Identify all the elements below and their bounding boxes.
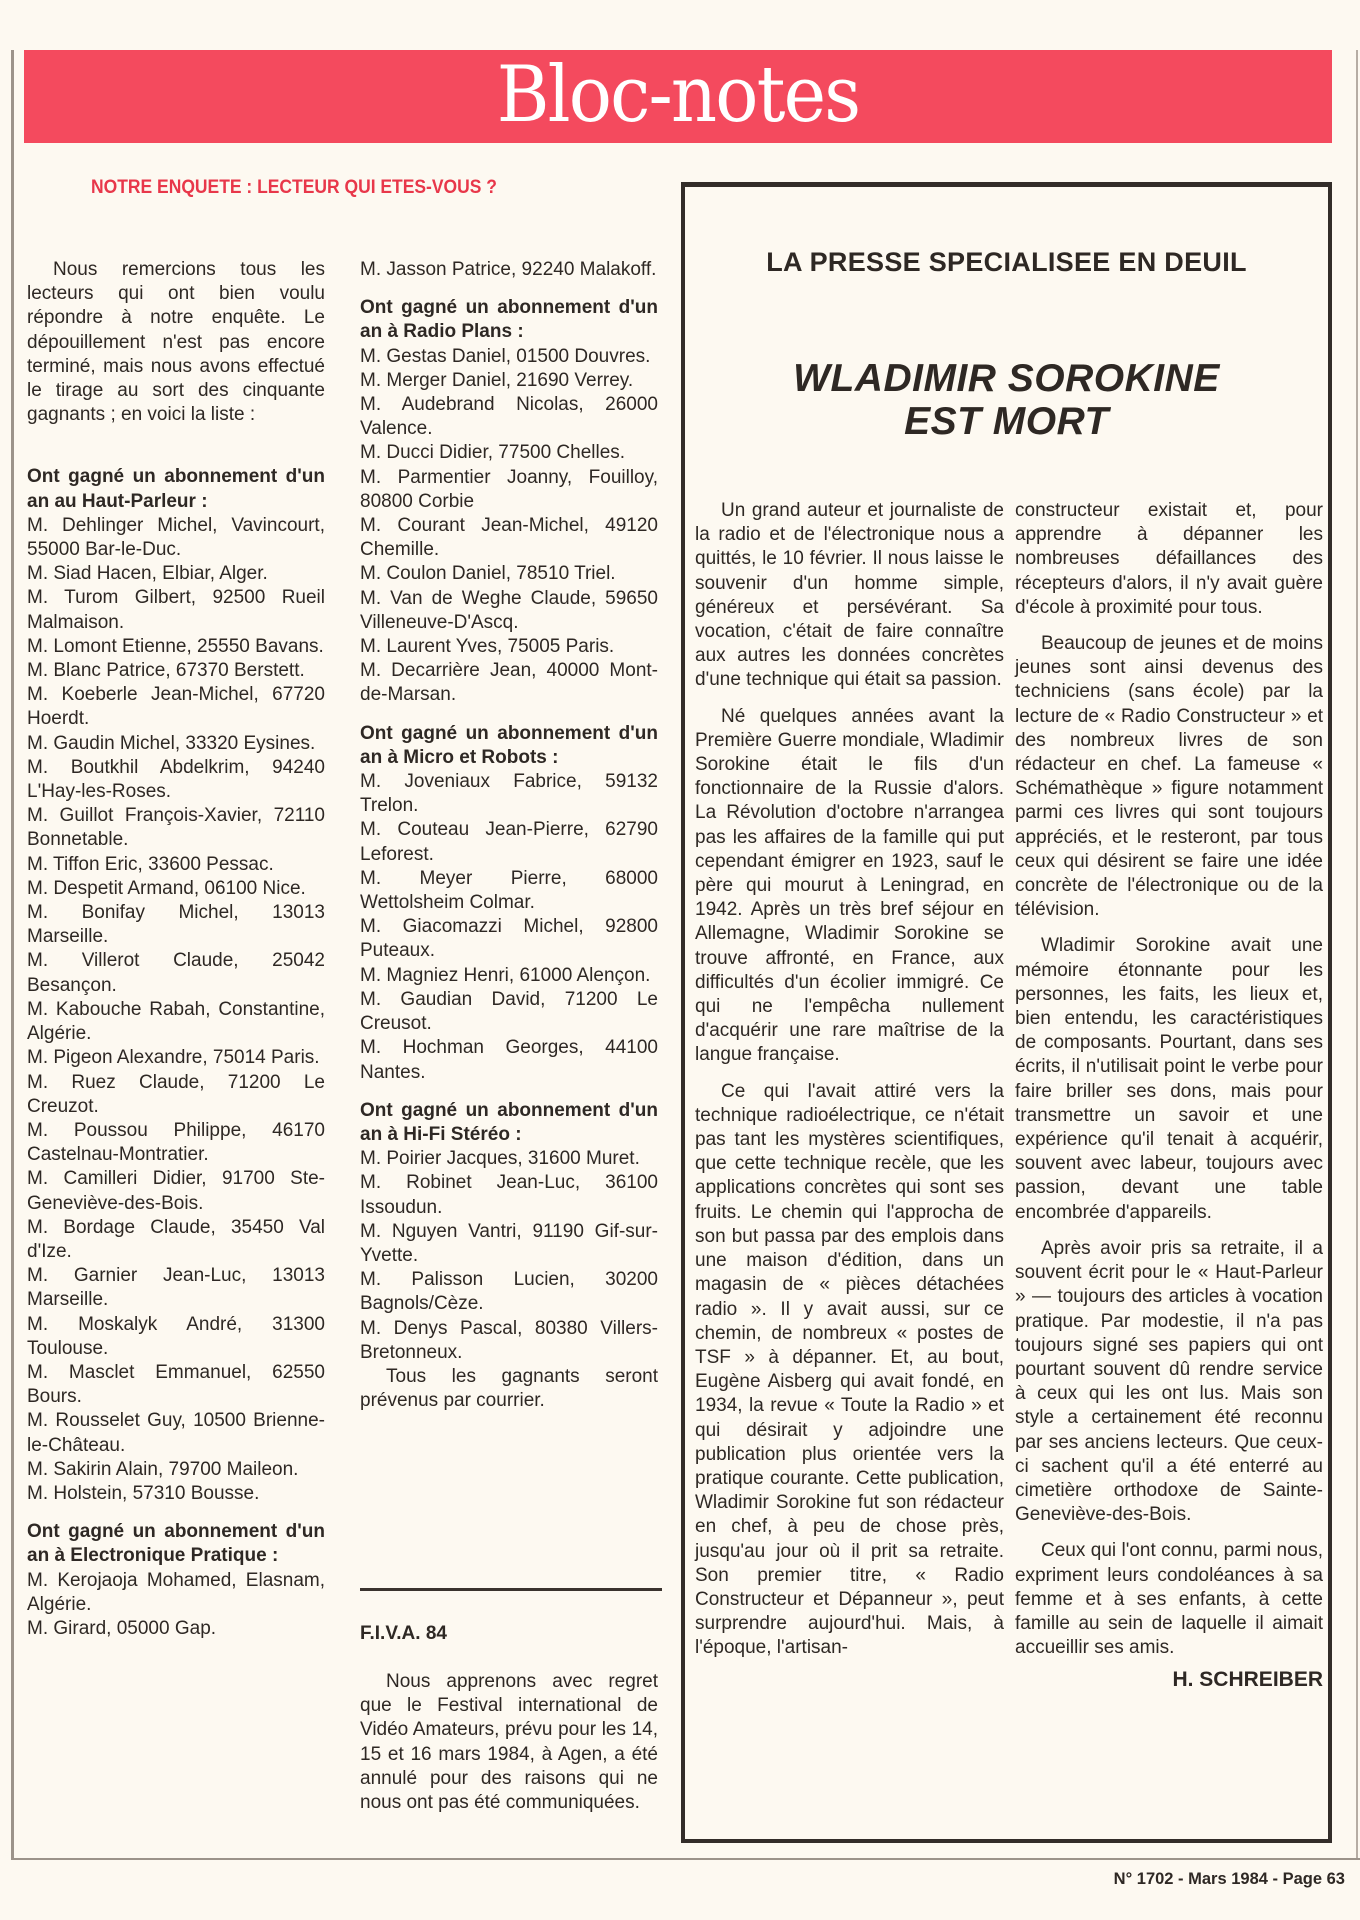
- winner-entry: M. Gestas Daniel, 01500 Douvres.: [360, 345, 651, 367]
- winner-entry: M. Robinet Jean-Luc, 36100 Issoudun.: [360, 1172, 658, 1218]
- winner-entry: M. Coulon Daniel, 78510 Triel.: [360, 563, 616, 585]
- obituary-headline: [685, 357, 1328, 443]
- winner-entry: M. Courant Jean-Michel, 49120 Chemille.: [360, 515, 658, 561]
- winner-entry: M. Poirier Jacques, 31600 Muret.: [360, 1148, 640, 1170]
- winner-entry: M. Magniez Henri, 61000 Alençon.: [360, 964, 651, 986]
- survey-heading: NOTRE ENQUETE : LECTEUR QUI ETES-VOUS ?: [91, 177, 497, 198]
- group-title-micro-robots: Ont gagné un abonnement d'un an à Micro et Robots :: [360, 722, 658, 768]
- winner-entry: M. Guillot François-Xavier, 72110 Bonnetable.: [27, 805, 325, 851]
- winner-entry: M. Nguyen Vantri, 91190 Gif-sur-Yvette.: [360, 1220, 658, 1266]
- obituary-headline-line-2: EST MORT: [904, 400, 1109, 443]
- author-signature: H. SCHREIBER: [1172, 1668, 1323, 1692]
- winner-entry: M. Tiffon Eric, 33600 Pessac.: [27, 853, 274, 875]
- survey-intro: Nous remercions tous les lecteurs qui ont bien voulu répondre à notre enquête. Le dépouillement n'est pas encore terminé, mais nous avons effectué le tirage au sort des cinquante gagnants ; en voici la liste :: [27, 259, 325, 426]
- winner-entry: M. Despetit Armand, 06100 Nice.: [27, 877, 306, 899]
- obituary-headline-line-1: WLADIMIR SOROKINE: [793, 357, 1220, 400]
- obituary-column-2: [1015, 499, 1323, 1693]
- winner-entry: M. Kerojaoja Mohamed, Elasnam, Algérie.: [27, 1569, 325, 1615]
- page-title: Bloc-notes: [496, 49, 860, 140]
- obituary-paragraph: Ce qui l'avait attiré vers la technique radioélectrique, ce n'était pas tant les mystères scientifiques, que cette technique recèle, que les applications concrètes qui sont ses fruits. Le chemin qui l'approcha de son but passa par des emplois dans une maison d'édition, dans un magasin de « pièces détachées radio ». Il y avait aussi, sur ce chemin, de nombreux « postes de TSF » à dépanner. Et, au bout, Eugène Aisberg qui avait fondé, en 1934, la revue « Toute la Radio » et qui désirait y adjoindre une publication plus orientée vers la pratique courante. Cette publication, Wladimir Sorokine fut son rédacteur en chef, à peu de chose près, jusqu'au jour où il prit sa retraite. Son premier titre, « Radio Constructeur et Dépanneur », peut surprendre aujourd'hui. Mais, à l'époque, l'artisan-: [695, 1080, 1004, 1659]
- obituary-paragraph: Après avoir pris sa retraite, il a souvent écrit pour le « Haut-Parleur » — toujours des articles à vocation pratique. Par modestie, il n'a pas toujours signé ses papiers qui ont pourtant souvent dû rendre service à ceux qui les ont lus. Mais son style a certainement été reconnu par ses anciens lecteurs. Que ceux-ci sachent qu'il a été enterré au cimetière orthodoxe de Sainte-Geneviève-des-Bois.: [1015, 1237, 1323, 1526]
- section-banner: [24, 50, 1332, 143]
- section-divider: [360, 1588, 662, 1591]
- fiva-heading: F.I.V.A. 84: [360, 1623, 447, 1644]
- winner-entry: M. Koeberle Jean-Michel, 67720 Hoerdt.: [27, 684, 325, 730]
- winner-entry: M. Sakirin Alain, 79700 Maileon.: [27, 1458, 299, 1480]
- winner-entry: M. Audebrand Nicolas, 26000 Valence.: [360, 394, 658, 440]
- winner-entry: M. Kabouche Rabah, Constantine, Algérie.: [27, 998, 325, 1045]
- winner-entry: M. Merger Daniel, 21690 Verrey.: [360, 369, 634, 391]
- winner-entry: M. Bordage Claude, 35450 Val d'Ize.: [27, 1216, 325, 1262]
- group-title-hifi-stereo: Ont gagné un abonnement d'un an à Hi-Fi Stéréo :: [360, 1099, 658, 1145]
- winner-entry: M. Laurent Yves, 75005 Paris.: [360, 636, 615, 658]
- page-border-left: [11, 50, 14, 1860]
- winner-entry: M. Holstein, 57310 Bousse.: [27, 1482, 260, 1504]
- obituary-kicker: LA PRESSE SPECIALISEE EN DEUIL: [766, 247, 1247, 277]
- winner-entry: M. Hochman Georges, 44100 Nantes.: [360, 1037, 658, 1083]
- winner-entry: M. Bonifay Michel, 13013 Marseille.: [27, 902, 325, 948]
- winner-entry: M. Decarrière Jean, 40000 Mont-de-Marsan.: [360, 660, 658, 706]
- survey-closing: Tous les gagnants seront prévenus par courrier.: [360, 1365, 658, 1412]
- winner-entry: M. Camilleri Didier, 91700 Ste-Geneviève-des-Bois.: [27, 1168, 325, 1214]
- winner-entry: M. Ducci Didier, 77500 Chelles.: [360, 442, 626, 464]
- fiva-body: Nous apprenons avec regret que le Festival international de Vidéo Amateurs, prévu pour les 14, 15 et 16 mars 1984, à Agen, a été annulé pour des raisons qui ne nous ont pas été communiquées.: [360, 1671, 658, 1814]
- page-border-bottom: [11, 1858, 1360, 1860]
- winner-entry: M. Denys Pascal, 80380 Villers-Bretonneux.: [360, 1317, 658, 1363]
- obituary-paragraph: Beaucoup de jeunes et de moins jeunes sont ainsi devenus des techniciens (sans école) par la lecture de « Radio Constructeur » et des nombreux livres de son rédacteur en chef. La fameuse « Schémathèque » figure notamment parmi ces livres qui sont toujours appréciés, et le resteront, par tous ceux qui désirent se faire une idée concrète de l'électronique ou de la télévision.: [1015, 633, 1323, 921]
- page-border-right: [1356, 50, 1358, 1860]
- obituary-paragraph: Né quelques années avant la Première Guerre mondiale, Wladimir Sorokine était le fils d'un fonctionnaire de la Russie d'alors. La Révolution d'octobre n'arrangea pas les affaires de la famille qui put cependant émigrer en 1923, sauf le père qui mourut à Leningrad, en 1942. Après un très bref séjour en Allemagne, Wladimir Sorokine se trouve affronté, en France, aux difficultés d'un écolier immigré. Ce qui ne l'empêcha nullement d'acquérir une rare maîtrise de la langue française.: [695, 705, 1004, 1066]
- winner-entry: M. Blanc Patrice, 67370 Berstett.: [27, 660, 305, 682]
- winner-entry: M. Pigeon Alexandre, 75014 Paris.: [27, 1047, 320, 1069]
- winner-entry: M. Couteau Jean-Pierre, 62790 Leforest.: [360, 819, 658, 865]
- winner-entry: M. Moskalyk André, 31300 Toulouse.: [27, 1313, 325, 1359]
- page-footer: N° 1702 - Mars 1984 - Page 63: [1113, 1870, 1345, 1888]
- survey-column-2: [360, 258, 658, 1413]
- winner-entry: M. Ruez Claude, 71200 Le Creuzot.: [27, 1071, 325, 1117]
- winner-entry: M. Siad Hacen, Elbiar, Alger.: [27, 563, 268, 585]
- winner-entry: M. Jasson Patrice, 92240 Malakoff.: [360, 259, 657, 280]
- group-title-radio-plans: Ont gagné un abonnement d'un an à Radio Plans :: [360, 297, 658, 343]
- winner-entry: M. Rousselet Guy, 10500 Brienne-le-Château.: [27, 1410, 325, 1456]
- winner-entry: M. Masclet Emmanuel, 62550 Bours.: [27, 1361, 325, 1408]
- winner-entry: M. Gaudin Michel, 33320 Eysines.: [27, 732, 316, 754]
- winner-entry: M. Giacomazzi Michel, 92800 Puteaux.: [360, 916, 658, 962]
- winner-entry: M. Van de Weghe Claude, 59650 Villeneuve-D'Ascq.: [360, 587, 658, 633]
- obituary-paragraph: Wladimir Sorokine avait une mémoire étonnante pour les personnes, les faits, les lieux et, bien entendu, les caractéristiques de composants. Pourtant, dans ses écrits, il n'utilisait point le verbe pour faire briller ses dons, mais pour transmettre un savoir et une expérience qu'il tenait à acquérir, souvent avec labeur, toujours avec passion, devant une table encombrée d'appareils.: [1015, 935, 1323, 1223]
- obituary-column-1: [695, 499, 1004, 1661]
- obituary-box: [681, 182, 1332, 1843]
- winner-entry: M. Gaudian David, 71200 Le Creusot.: [360, 988, 658, 1035]
- survey-column-1: [27, 258, 325, 1641]
- winner-entry: M. Turom Gilbert, 92500 Rueil Malmaison.: [27, 587, 325, 633]
- obituary-paragraph: constructeur existait et, pour apprendre à dépanner les nombreuses défaillances des récepteurs d'alors, il n'y avait guère d'école à proximité pour tous.: [1015, 500, 1323, 618]
- winner-entry: M. Joveniaux Fabrice, 59132 Trelon.: [360, 771, 658, 817]
- winner-entry: M. Villerot Claude, 25042 Besançon.: [27, 950, 325, 996]
- winner-entry: M. Lomont Etienne, 25550 Bavans.: [27, 635, 324, 657]
- winner-entry: M. Garnier Jean-Luc, 13013 Marseille.: [27, 1265, 325, 1311]
- group-title-haut-parleur: Ont gagné un abonnement d'un an au Haut-Parleur :: [27, 466, 325, 512]
- winner-entry: M. Poussou Philippe, 46170 Castelnau-Montratier.: [27, 1119, 325, 1166]
- winner-entry: M. Girard, 05000 Gap.: [27, 1617, 217, 1639]
- winner-entry: M. Palisson Lucien, 30200 Bagnols/Cèze.: [360, 1269, 658, 1315]
- winner-entry: M. Meyer Pierre, 68000 Wettolsheim Colmar.: [360, 867, 658, 914]
- obituary-paragraph: Un grand auteur et journaliste de la radio et de l'électronique nous a quittés, le 10 février. Il nous laisse le souvenir d'un homme simple, généreux et persévérant. Sa vocation, c'était de faire connaître aux autres les données concrètes d'une technique qui était sa passion.: [695, 500, 1004, 691]
- obituary-paragraph: Ceux qui l'ont connu, parmi nous, expriment leurs condoléances à sa femme et à ses enfants, à cette famille au sein de laquelle il aimait accueillir ses amis.: [1015, 1540, 1323, 1659]
- winner-entry: M. Boutkhil Abdelkrim, 94240 L'Hay-les-Roses.: [27, 756, 325, 803]
- group-title-electronique-pratique: Ont gagné un abonnement d'un an à Electronique Pratique :: [27, 1521, 325, 1567]
- winner-entry: M. Parmentier Joanny, Fouilloy, 80800 Corbie: [360, 466, 658, 512]
- winner-entry: M. Dehlinger Michel, Vavincourt, 55000 Bar-le-Duc.: [27, 514, 325, 561]
